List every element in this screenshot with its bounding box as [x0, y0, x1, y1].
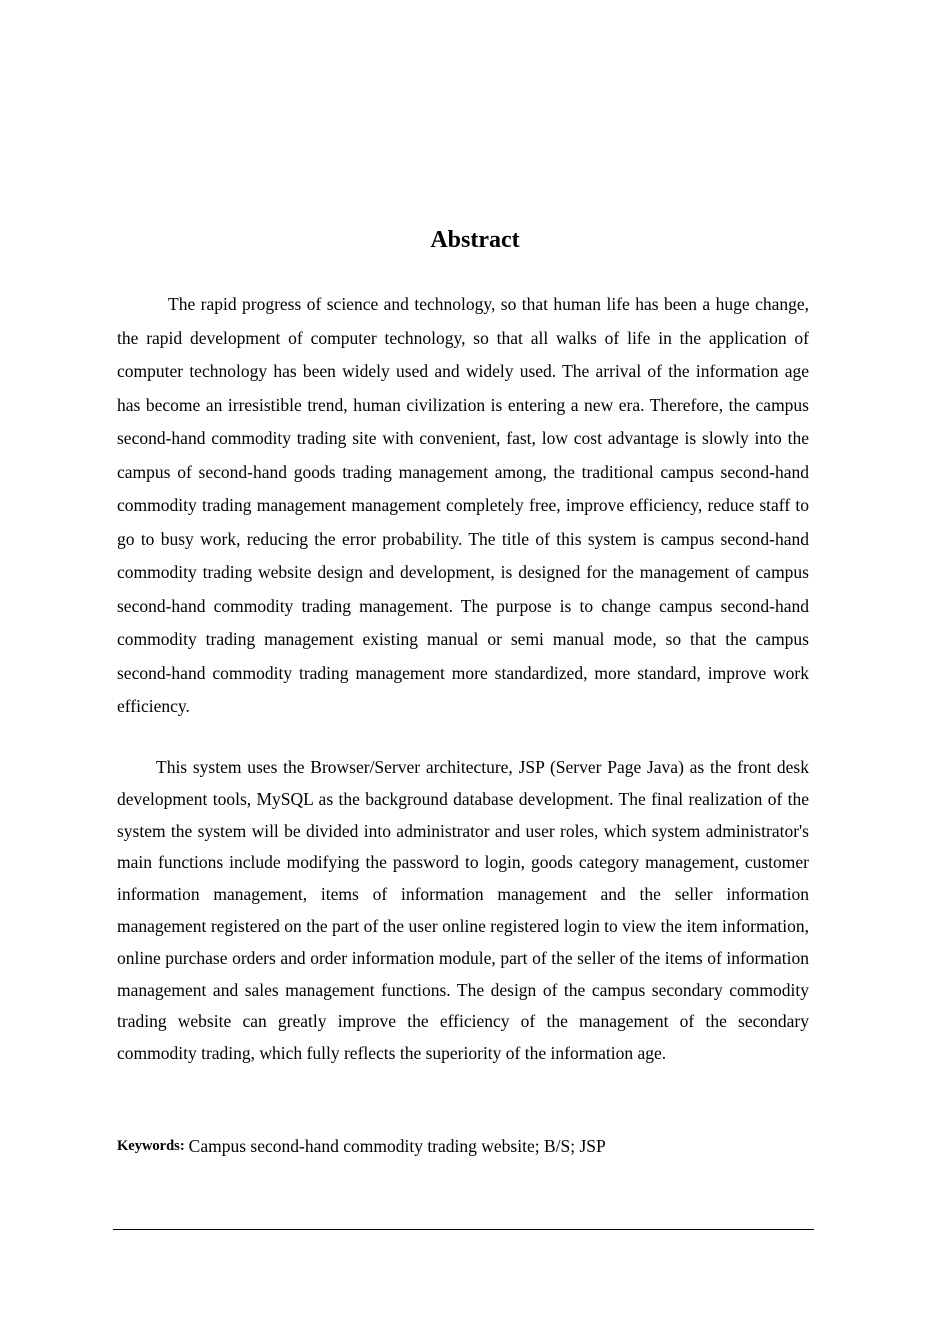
keywords-label: Keywords: [117, 1138, 185, 1154]
abstract-paragraph-2: This system uses the Browser/Server architecture, JSP (Server Page Java) as the front desk development tools, MySQL as the background database development. The final realization of the system the system will be divided into administrator and user roles, which system administrator's main functions include modifying the password to login, goods category management, customer information management, items of information management and the seller information management registered on the part of the user online registered login to view the item information, online purchase orders and order information module, part of the seller of the items of information management and sales management functions. The design of the campus secondary commodity trading website can greatly improve the efficiency of the management of the secondary commodity trading, which fully reflects the superiority of the information age. [117, 757, 809, 1064]
abstract-title: Abstract [430, 227, 520, 253]
keywords-value: Campus second-hand commodity trading website; B/S; JSP [188, 1136, 606, 1156]
footer-divider [113, 1229, 814, 1230]
abstract-paragraph-1: The rapid progress of science and technology, so that human life has been a huge change, the rapid development of computer technology, so that all walks of life in the application of computer technology has been widely used and widely used. The arrival of the information age has become an irresistible trend, human civilization is entering a new era. Therefore, the campus second-hand commodity trading site with convenient, fast, low cost advantage is slowly into the campus of second-hand goods trading management among, the traditional campus second-hand commodity trading management management completely free, improve efficiency, reduce staff to go to busy work, reducing the error probability. The title of this system is campus second-hand commodity trading website design and development, is designed for the management of campus second-hand commodity trading management. The purpose is to change campus second-hand commodity trading management existing manual or semi manual mode, so that the campus second-hand commodity trading management more standardized, more standard, improve work efficiency. [117, 294, 809, 716]
keywords-line [117, 1136, 606, 1157]
